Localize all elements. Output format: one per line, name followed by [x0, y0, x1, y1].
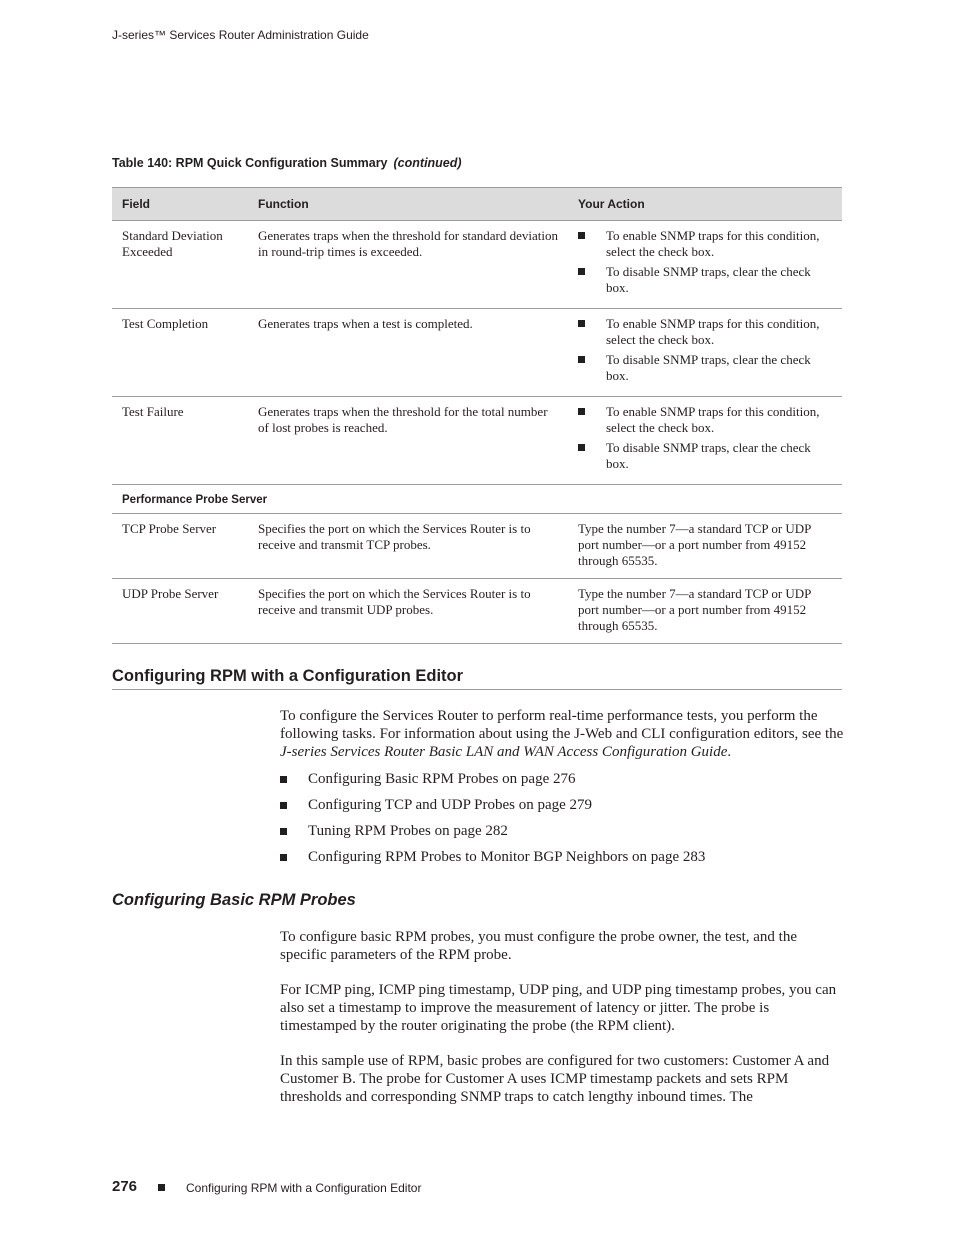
column-header-function: Function: [248, 188, 568, 221]
field-cell: TCP Probe Server: [112, 514, 248, 579]
section-heading-config-editor: Configuring RPM with a Configuration Editor: [112, 667, 842, 690]
action-text: To enable SNMP traps for this condition, select the check box.: [606, 404, 820, 435]
table-header-row: [112, 188, 842, 221]
action-cell: [568, 309, 842, 397]
table-row: [112, 397, 842, 485]
task-link[interactable]: Configuring TCP and UDP Probes on page 279: [308, 797, 593, 813]
square-bullet-icon: [280, 802, 287, 809]
task-link[interactable]: Tuning RPM Probes on page 282: [308, 823, 508, 839]
square-bullet-icon: [578, 444, 585, 451]
guide-reference: J-series Services Router Basic LAN and WAN Access Configuration Guide: [280, 744, 728, 760]
list-item: [578, 404, 832, 436]
task-list-item: [280, 822, 705, 848]
task-list-item: [280, 796, 705, 822]
table-caption-continued: (continued): [393, 156, 462, 170]
table-section-row: [112, 485, 842, 514]
task-link[interactable]: Configuring Basic RPM Probes on page 276: [308, 771, 576, 787]
table-row: [112, 514, 842, 579]
column-header-your-action: Your Action: [568, 188, 842, 221]
field-cell: UDP Probe Server: [112, 579, 248, 644]
table-caption-title: Table 140: RPM Quick Configuration Summary: [112, 156, 388, 170]
action-list: [578, 404, 832, 472]
action-text: To disable SNMP traps, clear the check box.: [606, 440, 811, 471]
page-number: 276: [112, 1178, 138, 1195]
intro-paragraph: [280, 707, 844, 761]
body-paragraph: For ICMP ping, ICMP ping timestamp, UDP ping, and UDP ping timestamp probes, you can also set a timestamp to improve the measurement of latency or jitter. The probe is timestamped by the router originating the probe (the RPM client).: [280, 982, 837, 1034]
square-bullet-icon: [280, 854, 287, 861]
list-item: [578, 228, 832, 260]
action-list: [578, 228, 832, 296]
action-cell: Type the number 7—a standard TCP or UDP port number—or a port number from 49152 through 65535.: [568, 514, 842, 579]
action-cell: [568, 221, 842, 309]
task-link[interactable]: Configuring RPM Probes to Monitor BGP Neighbors on page 283: [308, 849, 706, 865]
table-row: [112, 579, 842, 644]
square-bullet-icon: [280, 776, 287, 783]
intro-text-end: .: [727, 744, 732, 760]
field-cell: Test Failure: [112, 397, 248, 485]
square-bullet-icon: [578, 268, 585, 275]
action-text: To disable SNMP traps, clear the check box.: [606, 264, 811, 295]
task-list-item: [280, 770, 705, 796]
running-header: J-series™ Services Router Administration Guide: [112, 28, 369, 42]
intro-text: To configure the Services Router to perform real-time performance tests, you perform the following tasks. For information about using the J-Web and CLI configuration editors, see the: [280, 708, 844, 742]
task-list: [280, 770, 705, 874]
table-row: [112, 309, 842, 397]
function-cell: Specifies the port on which the Services Router is to receive and transmit TCP probes.: [248, 514, 568, 579]
rpm-summary-table: [112, 187, 842, 644]
field-cell: Test Completion: [112, 309, 248, 397]
table-row: [112, 221, 842, 309]
section-header-cell: Performance Probe Server: [112, 485, 842, 514]
square-bullet-icon: [578, 356, 585, 363]
action-cell: [568, 397, 842, 485]
action-text: To enable SNMP traps for this condition, select the check box.: [606, 316, 820, 347]
body-paragraph: To configure basic RPM probes, you must configure the probe owner, the test, and the specific parameters of the RPM probe.: [280, 929, 797, 963]
square-bullet-icon: [578, 408, 585, 415]
square-bullet-icon: [578, 232, 585, 239]
action-cell: Type the number 7—a standard TCP or UDP port number—or a port number from 49152 through 65535.: [568, 579, 842, 644]
task-list-item: [280, 848, 705, 874]
function-cell: Generates traps when the threshold for the total number of lost probes is reached.: [248, 397, 568, 485]
action-text: To disable SNMP traps, clear the check box.: [606, 352, 811, 383]
list-item: [578, 264, 832, 296]
square-bullet-icon: [280, 828, 287, 835]
action-list: [578, 316, 832, 384]
square-bullet-icon: [158, 1184, 165, 1191]
list-item: [578, 316, 832, 348]
square-bullet-icon: [578, 320, 585, 327]
function-cell: Specifies the port on which the Services Router is to receive and transmit UDP probes.: [248, 579, 568, 644]
field-cell: Standard Deviation Exceeded: [112, 221, 248, 309]
body-paragraph: In this sample use of RPM, basic probes are configured for two customers: Customer A and Customer B. The probe for Customer A uses ICMP timestamp packets and sets RPM thresholds and corresponding SNMP traps to catch lengthy inbound times. The: [280, 1053, 830, 1105]
function-cell: Generates traps when a test is completed.: [248, 309, 568, 397]
action-text: To enable SNMP traps for this condition, select the check box.: [606, 228, 820, 259]
list-item: [578, 440, 832, 472]
footer-section-title: Configuring RPM with a Configuration Editor: [186, 1181, 422, 1195]
subsection-heading-basic-probes: Configuring Basic RPM Probes: [112, 891, 356, 909]
function-cell: Generates traps when the threshold for standard deviation in round-trip times is exceeded.: [248, 221, 568, 309]
list-item: [578, 352, 832, 384]
table-caption: [112, 156, 462, 170]
column-header-field: Field: [112, 188, 248, 221]
